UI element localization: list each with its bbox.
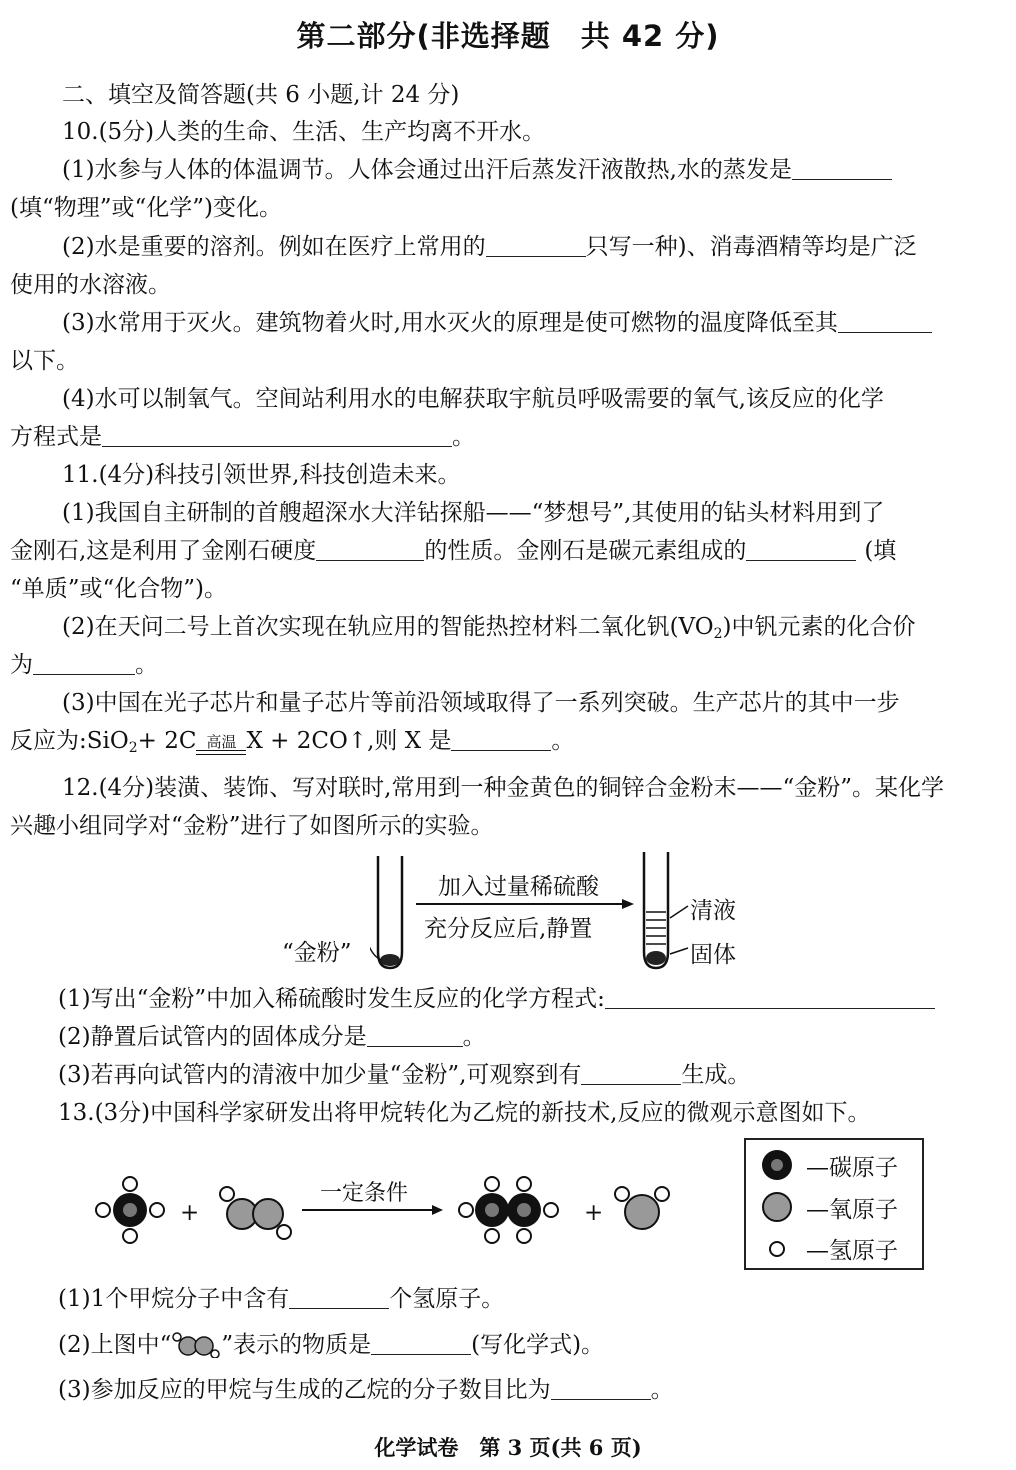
q12-p2-text: (2)静置后试管内的固体成分是 — [58, 1024, 367, 1050]
q10-p2-line2: 使用的水溶液。 — [10, 272, 171, 298]
q10-p3-text: (3)水常用于灭火。建筑物着火时,用水灭火的原理是使可燃物的温度降低至其 — [62, 310, 838, 336]
q13-stem: 13.(3分)中国科学家研发出将甲烷转化为乙烷的新技术,反应的微观示意图如下。 — [58, 1100, 871, 1126]
answer-blank[interactable] — [838, 312, 932, 333]
q11-p1-text-d: (填 — [864, 538, 897, 564]
q12-p1 — [58, 984, 935, 1014]
page-title: 第二部分(非选择题 共 42 分) — [296, 19, 720, 53]
q11-p2-line1 — [62, 612, 916, 649]
answer-blank[interactable] — [581, 1064, 681, 1085]
q10-p3-line2: 以下。 — [10, 348, 79, 374]
answer-blank[interactable] — [486, 236, 586, 257]
q11-p3-line2 — [10, 726, 574, 766]
q12-p1-text: (1)写出“金粉”中加入稀硫酸时发生反应的化学方程式: — [58, 986, 605, 1012]
reagent-label: 加入过量稀硫酸 — [438, 874, 599, 900]
subscript: 2 — [713, 626, 723, 642]
oxygen-molecule-icon — [214, 1180, 294, 1244]
q10-p3-line1 — [62, 308, 932, 338]
section-heading: 二、填空及简答题(共 6 小题,计 24 分) — [62, 82, 460, 108]
q11-p1-line3: “单质”或“化合物”)。 — [10, 576, 228, 602]
legend-oxygen — [760, 1190, 898, 1224]
q10-p4-line1: (4)水可以制氧气。空间站利用水的电解获取宇航员呼吸需要的氧气,该反应的化学 — [62, 386, 884, 412]
q13-p2-text-c: (写化学式)。 — [471, 1332, 605, 1358]
q10-p4-period: 。 — [452, 424, 475, 450]
reaction-condition-label: 一定条件 — [320, 1181, 409, 1206]
plus-sign: + — [180, 1200, 200, 1226]
q13-p2-text-a: (2)上图中“ — [58, 1332, 172, 1358]
gold-powder-label: “金粉” — [282, 940, 352, 966]
q13-p1-text-b: 个氢原子。 — [389, 1286, 505, 1312]
q13-p1 — [58, 1284, 504, 1314]
q11-p2-text-c: 为 — [10, 652, 33, 678]
q13-p3-period: 。 — [650, 1377, 674, 1403]
legend — [744, 1138, 924, 1270]
answer-blank[interactable] — [102, 426, 452, 447]
legend-label: —碳原子 — [806, 1154, 898, 1181]
answer-blank[interactable] — [367, 1026, 463, 1047]
q11-p3-text-b: 反应为:SiO — [10, 728, 129, 754]
legend-label: —氧原子 — [806, 1196, 898, 1223]
reaction-condition — [196, 734, 246, 763]
q10-stem: 10.(5分)人类的生命、生活、生产均离不开水。 — [62, 119, 546, 145]
page-footer: 化学试卷 第 3 页(共 6 页) — [374, 1435, 642, 1460]
answer-blank[interactable] — [33, 654, 135, 675]
oxygen-molecule-icon — [171, 1330, 221, 1358]
q12-stem-line2: 兴趣小组同学对“金粉”进行了如图所示的实验。 — [10, 813, 494, 839]
q12-p3-text-b: 生成。 — [681, 1062, 751, 1088]
q10-p2-text-a: (2)水是重要的溶剂。例如在医疗上常用的 — [62, 234, 486, 260]
q11-p2-text-a: (2)在天问二号上首次实现在轨应用的智能热控材料二氧化钒(VO — [62, 614, 714, 640]
subscript: 2 — [128, 740, 138, 756]
oxygen-atom-icon — [760, 1190, 794, 1224]
answer-blank[interactable] — [289, 1288, 389, 1309]
legend-hydrogen — [760, 1232, 898, 1265]
water-molecule-icon — [612, 1180, 672, 1240]
q10-p4-line2 — [10, 422, 475, 452]
ethane-molecule-icon — [456, 1170, 566, 1250]
methane-molecule-icon — [90, 1170, 170, 1250]
q13-p2-text-b: ”表示的物质是 — [221, 1332, 372, 1358]
q12-p3 — [58, 1060, 750, 1090]
q12-p3-text: (3)若再向试管内的清液中加少量“金粉”,可观察到有 — [58, 1062, 582, 1088]
q13-p2 — [58, 1330, 604, 1360]
q10-p1-line2: (填“物理”或“化学”)变化。 — [10, 195, 282, 221]
plus-sign: + — [584, 1200, 604, 1226]
q11-p3-text-d: X + 2CO↑,则 X 是 — [246, 728, 452, 754]
legend-label: —氢原子 — [806, 1238, 898, 1264]
q11-p1-text-b: 金刚石,这是利用了金刚石硬度 — [10, 538, 317, 564]
q12-p2-period: 。 — [462, 1024, 486, 1050]
answer-blank[interactable] — [792, 159, 892, 180]
answer-blank[interactable] — [746, 540, 856, 561]
q10-p2-text-b: 只写一种)、消毒酒精等均是广泛 — [585, 234, 917, 260]
answer-blank[interactable] — [316, 540, 424, 561]
q10-p1-text: (1)水参与人体的体温调节。人体会通过出汗后蒸发汗液散热,水的蒸发是 — [62, 157, 792, 183]
q11-p3-text-c: + 2C — [137, 728, 197, 754]
q11-p1-line2 — [10, 536, 896, 566]
arrow-right-icon — [302, 1204, 444, 1216]
q11-p3-period: 。 — [551, 728, 575, 754]
q10-p1-line1 — [62, 155, 892, 185]
q11-p1-line1: (1)我国自主研制的首艘超深水大洋钻探船——“梦想号”,其使用的钻头材料用到了 — [62, 500, 885, 526]
test-tube-after-icon — [636, 848, 696, 974]
condition-label: 充分反应后,静置 — [424, 916, 593, 942]
q10-p2-line1 — [62, 232, 917, 262]
q13-p3 — [58, 1375, 674, 1405]
solid-label: 固体 — [690, 942, 736, 968]
legend-carbon — [760, 1148, 898, 1182]
q11-p1-text-c: 的性质。金刚石是碳元素组成的 — [424, 538, 747, 564]
q12-stem-line1: 12.(4分)装潢、装饰、写对联时,常用到一种金黄色的铜锌合金粉末——“金粉”。某化学 — [62, 775, 944, 801]
q11-p3-line1: (3)中国在光子芯片和量子芯片等前沿领域取得了一系列突破。生产芯片的其中一步 — [62, 690, 900, 716]
q11-p2-line2 — [10, 650, 158, 680]
q13-p3-text: (3)参加反应的甲烷与生成的乙烷的分子数目比为 — [58, 1377, 551, 1403]
q12-p2 — [58, 1022, 486, 1052]
q13-p1-text: (1)1个甲烷分子中含有 — [58, 1286, 290, 1312]
condition-label: 高温 — [206, 733, 237, 751]
arrow-right-icon — [416, 898, 636, 910]
q11-p2-text-b: )中钒元素的化合价 — [722, 614, 916, 640]
hydrogen-atom-icon — [760, 1234, 794, 1264]
answer-blank[interactable] — [371, 1334, 471, 1355]
q11-stem: 11.(4分)科技引领世界,科技创造未来。 — [62, 462, 461, 488]
q10-p4-text: 方程式是 — [10, 424, 102, 450]
answer-blank[interactable] — [451, 730, 551, 751]
q11-p2-period: 。 — [135, 652, 158, 678]
answer-blank[interactable] — [551, 1379, 651, 1400]
liquid-label: 清液 — [690, 898, 736, 924]
answer-blank[interactable] — [605, 988, 935, 1009]
carbon-atom-icon — [760, 1148, 794, 1182]
